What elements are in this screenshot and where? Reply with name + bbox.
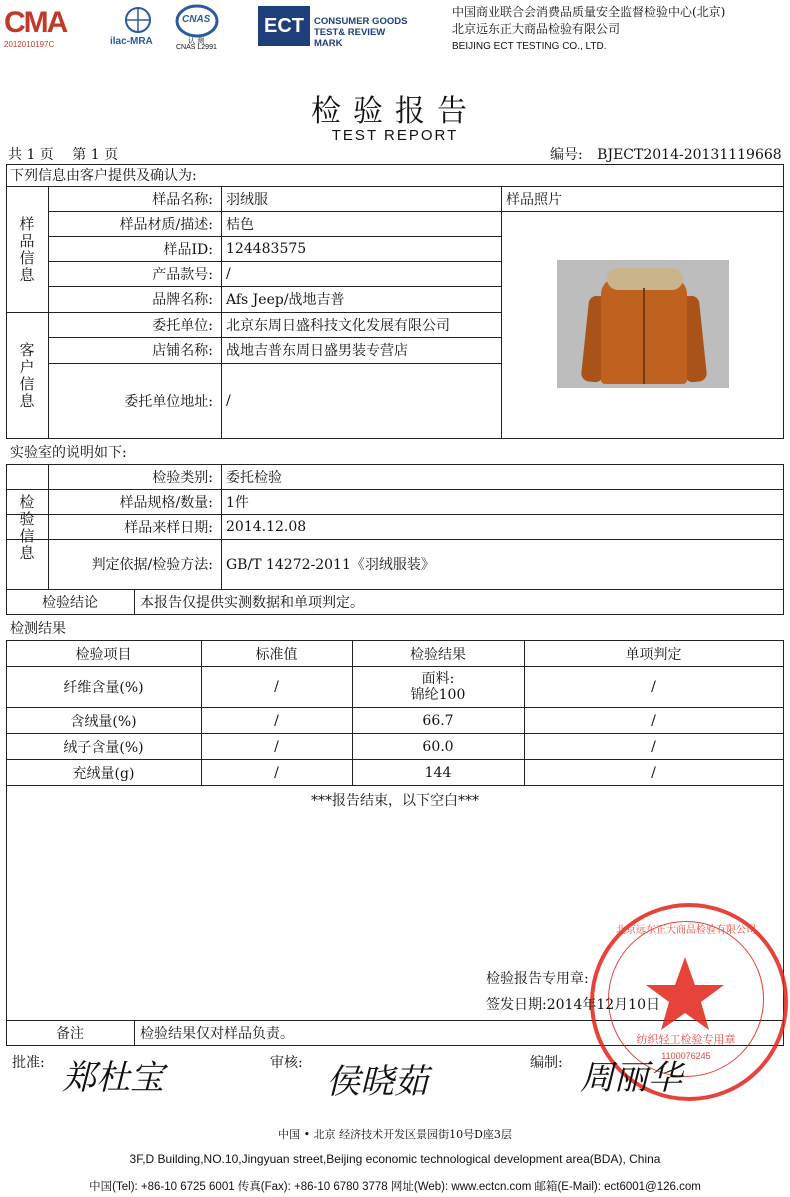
photo-label: 样品照片 (506, 191, 562, 208)
result-judgement: / (651, 712, 656, 729)
ect-line3: MARK (314, 38, 343, 49)
jacket-fur-hood (607, 268, 683, 290)
inspect-row-label: 样品来样日期: (124, 519, 213, 536)
conclusion-label: 检验结论 (42, 595, 98, 611)
fiber-result-line1: 面料: (421, 671, 455, 687)
results-header: 检验项目 (75, 646, 132, 663)
conclusion-value: 本报告仅提供实测数据和单项判定。 (140, 595, 364, 611)
result-standard: / (274, 712, 279, 729)
cma-logo (4, 6, 74, 50)
report-no-label: 编号: (550, 147, 583, 163)
remark-label: 备注 (56, 1026, 84, 1042)
sample-row-label: 品牌名称: (152, 291, 213, 308)
inspect-row-label: 判定依据/检验方法: (91, 557, 213, 573)
inspect-row-value: 2014.12.08 (226, 518, 307, 535)
inspect-row-label: 检验类别: (152, 469, 213, 486)
inspect-row-label: 样品规格/数量: (119, 494, 213, 511)
sample-row-label: 样品材质/描述: (119, 216, 213, 233)
client-row-label: 委托单位地址: (124, 393, 213, 410)
result-item: 充绒量(g) (72, 765, 135, 782)
org-line1: 中国商业联合会消费品质量安全监督检验中心(北京) (452, 5, 726, 19)
client-intro: 下列信息由客户提供及确认为: (10, 168, 197, 184)
org-header (452, 4, 725, 55)
results-title: 检测结果 (10, 621, 66, 637)
fiber-result-line2: 锦纶100 (410, 687, 466, 703)
sample-row-value: 羽绒服 (226, 191, 268, 208)
inspect-row-value: 1件 (226, 494, 249, 511)
cma-code: 2012010197C (4, 40, 55, 49)
cnas-logo (172, 4, 222, 52)
cnas-text: CNAS (182, 14, 211, 25)
client-row-label: 委托单位: (152, 317, 213, 334)
page-info: 共 1 页 第 1 页 (8, 147, 119, 163)
sample-row-label: 产品款号: (152, 266, 213, 283)
compile-label: 编制: (530, 1055, 563, 1071)
result-item: 含绒量(%) (70, 713, 137, 730)
cnas-code: CNAS L2991 (176, 44, 217, 51)
review-label: 审核: (270, 1055, 303, 1071)
sample-row-value: 124483575 (226, 240, 307, 257)
jacket-zipper (643, 288, 645, 384)
inspect-section-label: 检验信息 (19, 493, 35, 562)
ilac-logo (110, 6, 166, 50)
sample-row-value: / (226, 265, 231, 282)
results-header: 标准值 (255, 646, 298, 663)
results-header: 检验结果 (410, 646, 466, 663)
report-no (550, 144, 782, 164)
client-row-value: / (226, 392, 231, 409)
result-judgement: / (651, 738, 656, 755)
sample-photo (557, 260, 729, 388)
result-value: 60.0 (422, 738, 454, 755)
cnas-small: 认 测 (188, 37, 205, 45)
client-row-value: 战地吉普东周日盛男装专营店 (226, 343, 408, 359)
sample-row-value: Afs Jeep/战地吉普 (226, 291, 345, 308)
issue-date: 签发日期:2014年12月10日 (486, 997, 660, 1013)
approve-signature: 郑杜宝 (62, 1058, 164, 1098)
result-standard: / (274, 764, 279, 781)
inspect-row-value: GB/T 14272-2011《羽绒服装》 (226, 557, 435, 573)
result-judgement: / (651, 679, 656, 695)
sample-row-label: 样品ID: (163, 241, 213, 258)
report-no-value: BJECT2014-20131119668 (597, 147, 782, 163)
lab-intro: 实验室的说明如下: (10, 445, 127, 461)
sample-section-label: 样品信息 (19, 215, 35, 284)
ect-tagline (314, 16, 407, 49)
ilac-text: ilac-MRA (110, 36, 153, 47)
title-cn: 检验报告 (311, 94, 479, 129)
title-en: TEST REPORT (331, 127, 459, 144)
seal-code: 1100076245 (661, 1051, 711, 1061)
result-value: 66.7 (422, 712, 454, 729)
result-standard: / (274, 679, 279, 695)
ect-line2: TEST& REVIEW (314, 27, 386, 38)
result-value (352, 667, 524, 707)
footer-contact: 中国(Tel): +86-10 6725 6001 传真(Fax): +86-10 6780 3778 网址(Web): www.ectcn.com 邮箱(E-Mail): ect6001@126.com (89, 1181, 701, 1193)
result-value: 144 (424, 764, 452, 781)
footer-cn: 中国 • 北京 经济技术开发区景园街10号D座3层 (278, 1128, 512, 1141)
end-note: ***报告结束，以下空白*** (311, 793, 479, 809)
client-row-label: 店铺名称: (152, 343, 213, 359)
org-line2: 北京远东正大商品检验有限公司 (452, 22, 621, 36)
compile-signature: 周丽华 (580, 1058, 682, 1098)
sample-row-label: 样品名称: (152, 191, 213, 208)
approve-label: 批准: (12, 1055, 45, 1071)
result-standard: / (274, 738, 279, 755)
cma-logo-text: CMA (4, 6, 67, 39)
ect-logo: ECT (258, 6, 310, 46)
ect-line1: CONSUMER GOODS (314, 16, 408, 27)
inspect-row-value: 委托检验 (226, 469, 282, 486)
result-item: 纤维含量(%) (63, 680, 144, 696)
seal-label: 检验报告专用章: (486, 971, 589, 987)
org-line3: BEIJING ECT TESTING CO., LTD. (452, 41, 607, 52)
footer-en: 3F,D Building,NO.10,Jingyuan street,Beijing economic technological development area(BDA), China (129, 1152, 661, 1166)
client-row-value: 北京东周日盛科技文化发展有限公司 (226, 317, 450, 334)
review-signature: 侯晓茹 (326, 1062, 428, 1102)
result-judgement: / (651, 764, 656, 781)
results-header: 单项判定 (625, 646, 682, 663)
result-item: 绒子含量(%) (63, 739, 144, 756)
seal-inner-text: 纺织轻工检验专用章 (636, 1033, 736, 1046)
client-section-label: 客户信息 (19, 341, 35, 410)
sample-row-value: 桔色 (226, 216, 254, 233)
remark-value: 检验结果仅对样品负责。 (140, 1026, 294, 1042)
seal-text: 北京远东正大商品检验有限公司 (616, 925, 756, 936)
